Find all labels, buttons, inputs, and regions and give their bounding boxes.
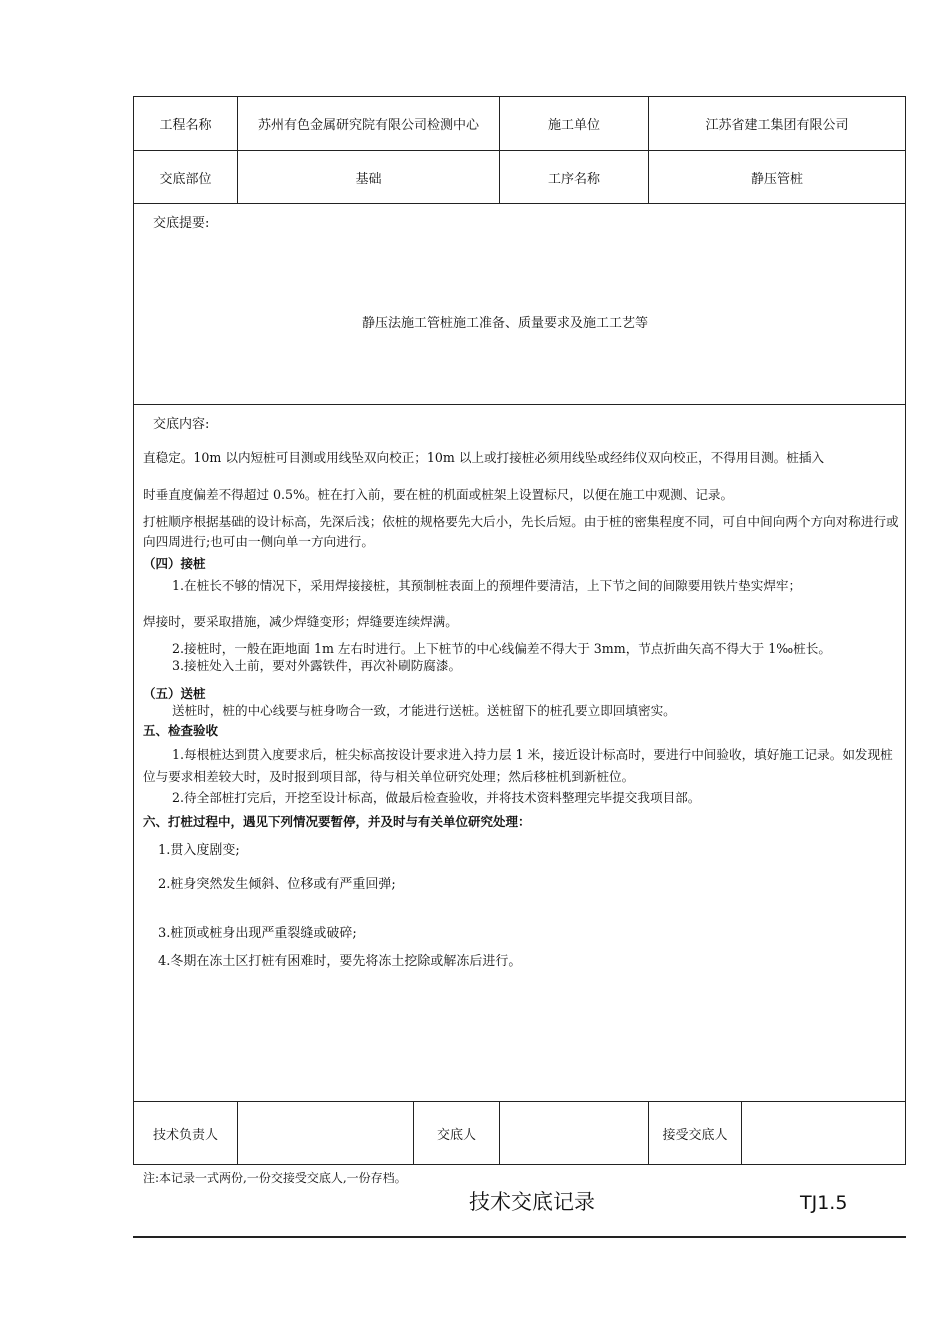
document-code: TJ1.5 (800, 1192, 848, 1214)
content-paragraph: 2.接桩时，一般在距地面 1m 左右时进行。上下桩节的中心线偏差不得大于 3mm，节点折曲矢高不得大于 1‰桩长。 (172, 641, 831, 656)
tech-lead-label: 技术负责人 (152, 1127, 218, 1143)
content-list-item: 3.桩顶或桩身出现严重裂缝或破碎; (158, 926, 357, 941)
content-label: 交底内容: (153, 417, 210, 432)
discloser-signature-field[interactable] (500, 1102, 648, 1164)
project-name-label: 工程名称 (159, 118, 212, 133)
receiver-label: 接受交底人 (662, 1127, 728, 1143)
content-paragraph: 打桩顺序根据基础的设计标高，先深后浅；依桩的规格要先大后小，先长后短。由于桩的密集程度不同，可自中间向两个方向对称进行或向四周进行;也可由一侧向单一方向进行。 (143, 514, 899, 549)
section-heading: 五、检查验收 (143, 723, 219, 738)
content-paragraph: 送桩时，桩的中心线要与桩身吻合一致，才能进行送桩。送桩留下的桩孔要立即回填密实。 (172, 703, 676, 718)
content-paragraph: 时垂直度偏差不得超过 0.5%。桩在打入前，要在桩的机面或桩架上设置标尺，以便在施工中观测、记录。 (143, 487, 734, 502)
content-paragraph: 焊接时，要采取措施，减少焊缝变形；焊缝要连续焊满。 (143, 614, 458, 629)
contractor-label: 施工单位 (547, 118, 600, 133)
tech-lead-signature-field[interactable] (238, 1102, 413, 1164)
receiver-signature-field[interactable] (742, 1102, 905, 1164)
summary-label: 交底提要: (153, 216, 210, 231)
content-list-item: 4.冬期在冻土区打桩有困难时，要先将冻土挖除或解冻后进行。 (158, 954, 522, 969)
project-name-value: 苏州有色金属研究院有限公司检测中心 (257, 118, 479, 133)
process-value: 静压管桩 (750, 171, 803, 187)
content-paragraph: 直稳定。10m 以内短桩可目测或用线坠双向校正；10m 以上或打接桩必须用线坠或经纬仪双向校正，不得用目测。桩插入 (143, 450, 825, 465)
content-list-item: 1.贯入度剧变; (158, 843, 240, 858)
discloser-label: 交底人 (436, 1127, 476, 1143)
content-list-item: 2.桩身突然发生倾斜、位移或有严重回弹; (158, 877, 396, 892)
content-paragraph: 2.待全部桩打完后，开挖至设计标高，做最后检查验收，并将技术资料整理完毕提交我项目部。 (172, 790, 701, 805)
footer-rule (133, 1236, 906, 1238)
summary-text: 静压法施工管桩施工准备、质量要求及施工工艺等 (362, 316, 649, 331)
footer-note: 注:本记录一式两份,一份交接受交底人,一份存档。 (143, 1171, 407, 1185)
location-label: 交底部位 (159, 171, 212, 187)
content-paragraph: 3.接桩处入土前，要对外露铁件，再次补刷防腐漆。 (172, 658, 462, 673)
section-heading: 六、打桩过程中，遇见下列情况要暂停，并及时与有关单位研究处理： (143, 814, 531, 829)
section-heading: （四）接桩 (143, 556, 206, 571)
contractor-value: 江苏省建工集团有限公司 (705, 118, 849, 133)
content-paragraph: 1.每根桩达到贯入度要求后，桩尖标高按设计要求进入持力层 1 米，接近设计标高时，要进行中间验收，填好施工记录。如发现桩位与要求相差较大时，及时报到项目部，待与相关单位研究处理；然后移桩机到新桩位。 (143, 747, 893, 784)
row-divider (133, 203, 906, 204)
process-label: 工序名称 (547, 171, 600, 187)
row-divider (133, 404, 906, 405)
content-paragraph: 1.在桩长不够的情况下，采用焊接接桩，其预制桩表面上的预埋件要清洁，上下节之间的间隙要用铁片垫实焊牢； (172, 578, 802, 593)
section-heading: （五）送桩 (143, 686, 206, 701)
location-value: 基础 (355, 171, 382, 187)
document-title: 技术交底记录 (469, 1190, 595, 1214)
